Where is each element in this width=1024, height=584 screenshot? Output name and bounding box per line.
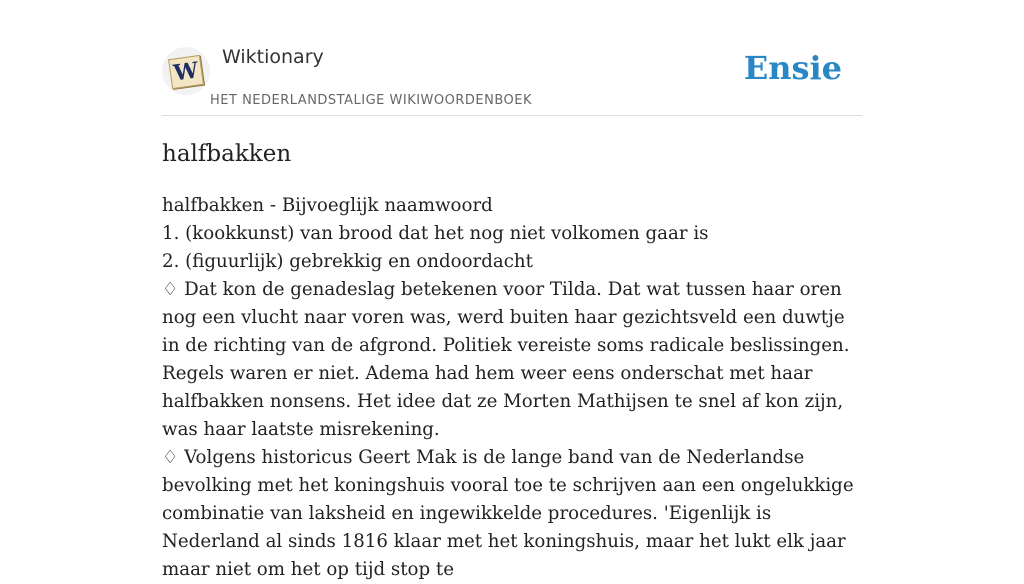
logo-tile-icon bbox=[168, 55, 204, 89]
entry-content bbox=[162, 192, 867, 584]
example-1: ♢ Dat kon de genadeslag betekenen voor Tilda. Dat wat tussen haar oren nog een vlucht naar voren was, werd buiten haar gezichtsveld een duwtje in de richting van de afgrond. Politiek vereiste soms radicale beslissingen. Regels waren er niet. Adema had hem weer eens onderschat met haar halfbakken nonsens. Het idee dat ze Morten Mathijsen te snel af kon zijn, was haar laatste misrekening. bbox=[162, 279, 850, 440]
site-name-link[interactable]: Wiktionary bbox=[222, 46, 324, 68]
definition-2: 2. (figuurlijk) gebrekkig en ondoordacht bbox=[162, 251, 533, 272]
definition-1: 1. (kookkunst) van brood dat het nog niet volkomen gaar is bbox=[162, 223, 709, 244]
wiktionary-logo[interactable] bbox=[162, 47, 210, 95]
site-tagline: HET NEDERLANDSTALIGE WIKIWOORDENBOEK bbox=[210, 93, 533, 108]
logo-letter: W bbox=[171, 57, 201, 87]
page-title: halfbakken bbox=[162, 141, 292, 167]
entry-heading-line: halfbakken - Bijvoeglijk naamwoord bbox=[162, 195, 493, 216]
ensie-brand-logo[interactable]: Ensie bbox=[743, 49, 842, 87]
site-header bbox=[162, 40, 862, 116]
example-2: ♢ Volgens historicus Geert Mak is de lange band van de Nederlandse bevolking met het koningshuis vooral toe te schrijven aan een ongelukkige combinatie van laksheid en ingewikkelde procedures. 'Eigenlijk is Nederland al sinds 1816 klaar met het koningshuis, maar het lukt elk jaar maar niet om het op tijd stop te bbox=[162, 447, 854, 580]
